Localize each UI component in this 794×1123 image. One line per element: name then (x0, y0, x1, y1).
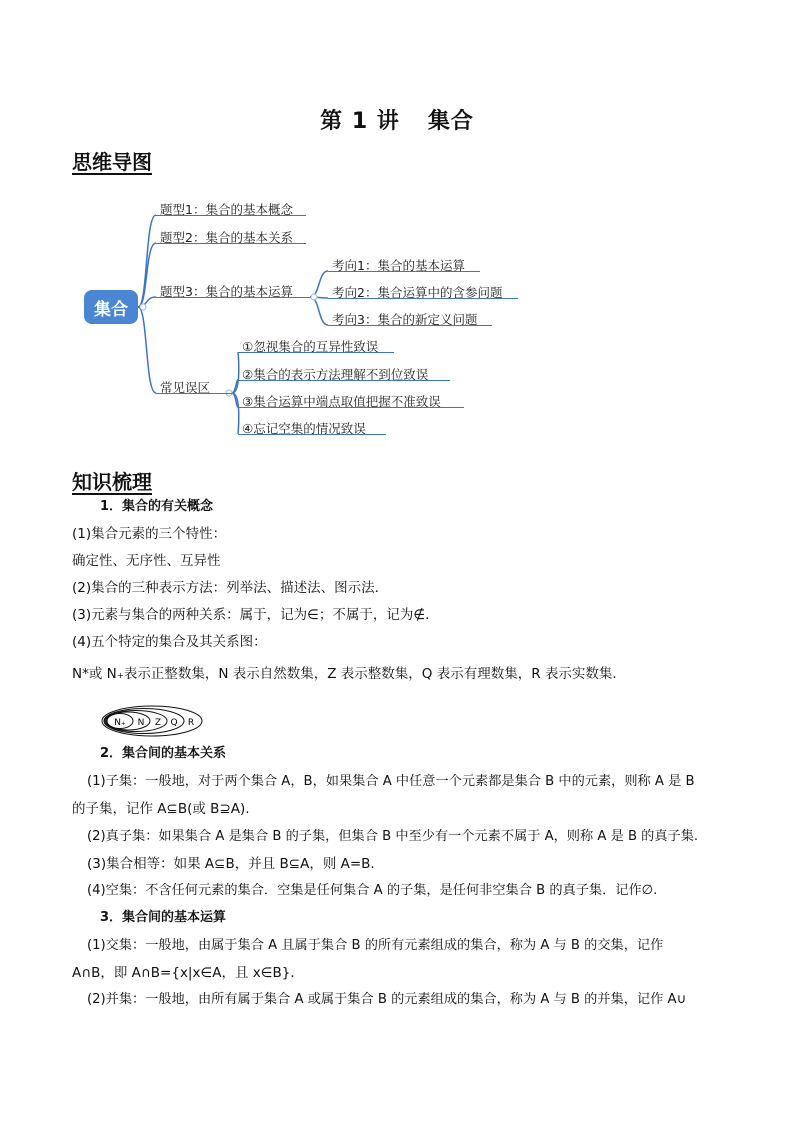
para-proper-subset: (2)真子集：如果集合 A 是集合 B 的子集，但集合 B 中至少有一个元素不属于 A，则称 A 是 B 的真子集. (87, 829, 699, 844)
mindmap-root-node: 集合 (84, 290, 138, 324)
para-set-equality: (3)集合相等：如果 A⊆B，并且 B⊆A，则 A=B. (87, 856, 375, 872)
title-lecture: 第 1 讲 (320, 109, 400, 134)
para-number-sets: N*或 N₊表示正整数集，N 表示自然数集，Z 表示整数集，Q 表示有理数集，R 表示实数集． (72, 666, 626, 682)
heading-concepts: 1．集合的有关概念 (100, 499, 214, 514)
branch-underline (238, 380, 450, 381)
venn-label-nplus: N₊ (114, 718, 126, 728)
mindmap-branch-type3: 题型3：集合的基本运算 (160, 284, 293, 299)
para-empty-set: (4)空集：不含任何元素的集合．空集是任何集合 A 的子集，是任何非空集合 B 的真子集．记作∅. (87, 883, 658, 898)
heading-operations: 3．集合间的基本运算 (100, 910, 227, 925)
mindmap-branch-type2: 题型2：集合的基本关系 (160, 230, 293, 245)
heading-relations: 2．集合间的基本关系 (100, 746, 227, 761)
para-intersection: (1)交集：一般地，由属于集合 A 且属于集合 B 的所有元素组成的集合，称为 A 与 B 的交集，记作 (87, 938, 664, 953)
branch-underline (156, 215, 306, 216)
mindmap-branch-errors: 常见误区 (160, 380, 211, 395)
para-membership: (3)元素与集合的两种关系：属于，记为∈；不属于，记为∉. (72, 607, 430, 623)
para-subset: (1)子集：一般地，对于两个集合 A，B，如果集合 A 中任意一个元素都是集合 B 中的元素，则称 A 是 B (87, 774, 695, 789)
branch-underline (156, 243, 306, 244)
mindmap-error1: ①忽视集合的互异性致误 (242, 339, 379, 354)
branch-underline (328, 325, 492, 326)
mindmap-error4: ④忘记空集的情况致误 (242, 421, 366, 436)
number-sets-venn-diagram (100, 704, 210, 738)
para-special-sets: (4)五个特定的集合及其关系图： (72, 634, 267, 650)
branch-underline (328, 298, 518, 299)
mindmap-error3: ③集合运算中端点取值把握不准致误 (242, 394, 441, 409)
branch-underline (238, 434, 386, 435)
para-representations: (2)集合的三种表示方法：列举法、描述法、图示法． (72, 580, 389, 596)
branch-underline (156, 393, 232, 394)
branch-underline (238, 352, 394, 353)
branch-underline (156, 297, 310, 298)
section-knowledge-heading: 知识梳理 (72, 470, 152, 494)
mindmap-branch-type1: 题型1：集合的基本概念 (160, 202, 293, 217)
venn-label-z: Z (154, 718, 162, 728)
para-properties-list: 确定性、无序性、互异性 (72, 553, 221, 569)
mindmap-sub-direction2: 考向2：集合运算中的含参问题 (332, 285, 503, 300)
title-topic: 集合 (427, 109, 474, 134)
section-mindmap-heading: 思维导图 (72, 150, 152, 174)
para-properties: (1)集合元素的三个特性： (72, 526, 227, 542)
mindmap-error2: ②集合的表示方法理解不到位致误 (242, 367, 429, 382)
para-union: (2)并集：一般地，由所有属于集合 A 或属于集合 B 的元素组成的集合，称为 A 与 B 的并集，记作 A∪ (87, 992, 687, 1007)
venn-label-q: Q (170, 718, 178, 728)
venn-label-r: R (187, 718, 195, 728)
mindmap-sub-direction1: 考向1：集合的基本运算 (332, 258, 465, 273)
para-subset-notation: 的子集，记作 A⊆B(或 B⊇A). (72, 801, 250, 817)
venn-label-n: N (137, 718, 145, 728)
branch-underline (328, 271, 480, 272)
branch-underline (238, 407, 464, 408)
mindmap-sub-direction3: 考向3：集合的新定义问题 (332, 312, 478, 327)
para-intersection-notation: A∩B，即 A∩B={x|x∈A，且 x∈B}． (72, 965, 304, 981)
